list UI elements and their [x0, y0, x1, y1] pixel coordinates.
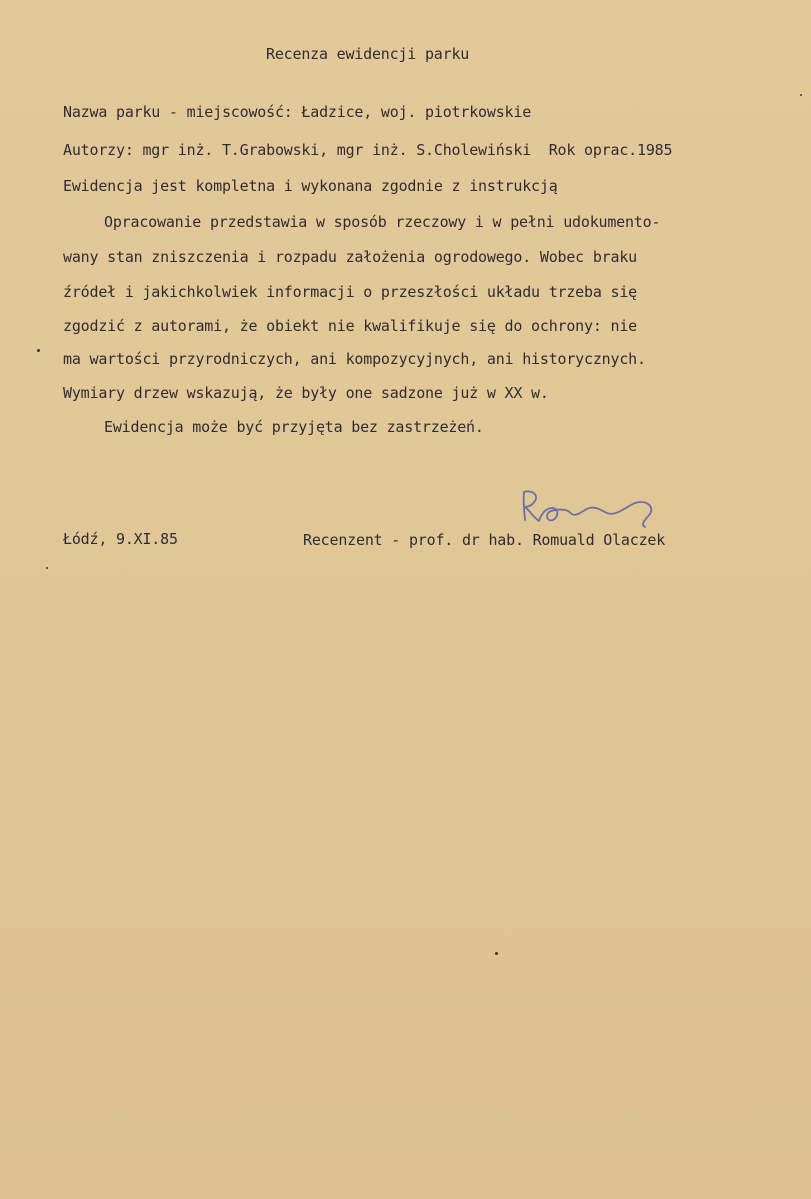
body-line: Opracowanie przedstawia w sposób rzeczowy i w pełni udokumento- [104, 213, 661, 231]
park-name-line: Nazwa parku - miejscowość: Ładzice, woj. piotrkowskie [63, 103, 532, 121]
document-title: Recenza ewidencji parku [266, 45, 470, 63]
handwritten-signature [515, 486, 665, 536]
paper-speck [37, 349, 40, 352]
body-line: wany stan zniszczenia i rozpadu założenia ogrodowego. Wobec braku [63, 248, 637, 266]
paper-speck [46, 567, 48, 569]
body-line: ma wartości przyrodniczych, ani kompozycyjnych, ani historycznych. [63, 350, 646, 368]
conclusion-line: Ewidencja może być przyjęta bez zastrzeżeń. [104, 418, 484, 436]
place-and-date: Łódź, 9.XI.85 [63, 530, 178, 548]
body-line: zgodzić z autorami, że obiekt nie kwalifikuje się do ochrony: nie [63, 317, 637, 335]
body-line: Wymiary drzew wskazują, że były one sadzone już w XX w. [63, 384, 549, 402]
authors-line: Autorzy: mgr inż. T.Grabowski, mgr inż. S.Cholewiński Rok oprac.1985 [63, 141, 673, 159]
paper-speck [495, 952, 498, 955]
paper-speck [800, 94, 802, 96]
body-line: źródeł i jakichkolwiek informacji o przeszłości układu trzeba się [63, 283, 637, 301]
completeness-line: Ewidencja jest kompletna i wykonana zgodnie z instrukcją [63, 177, 558, 195]
reviewer-name: Recenzent - prof. dr hab. Romuald Olaczek [303, 531, 666, 549]
